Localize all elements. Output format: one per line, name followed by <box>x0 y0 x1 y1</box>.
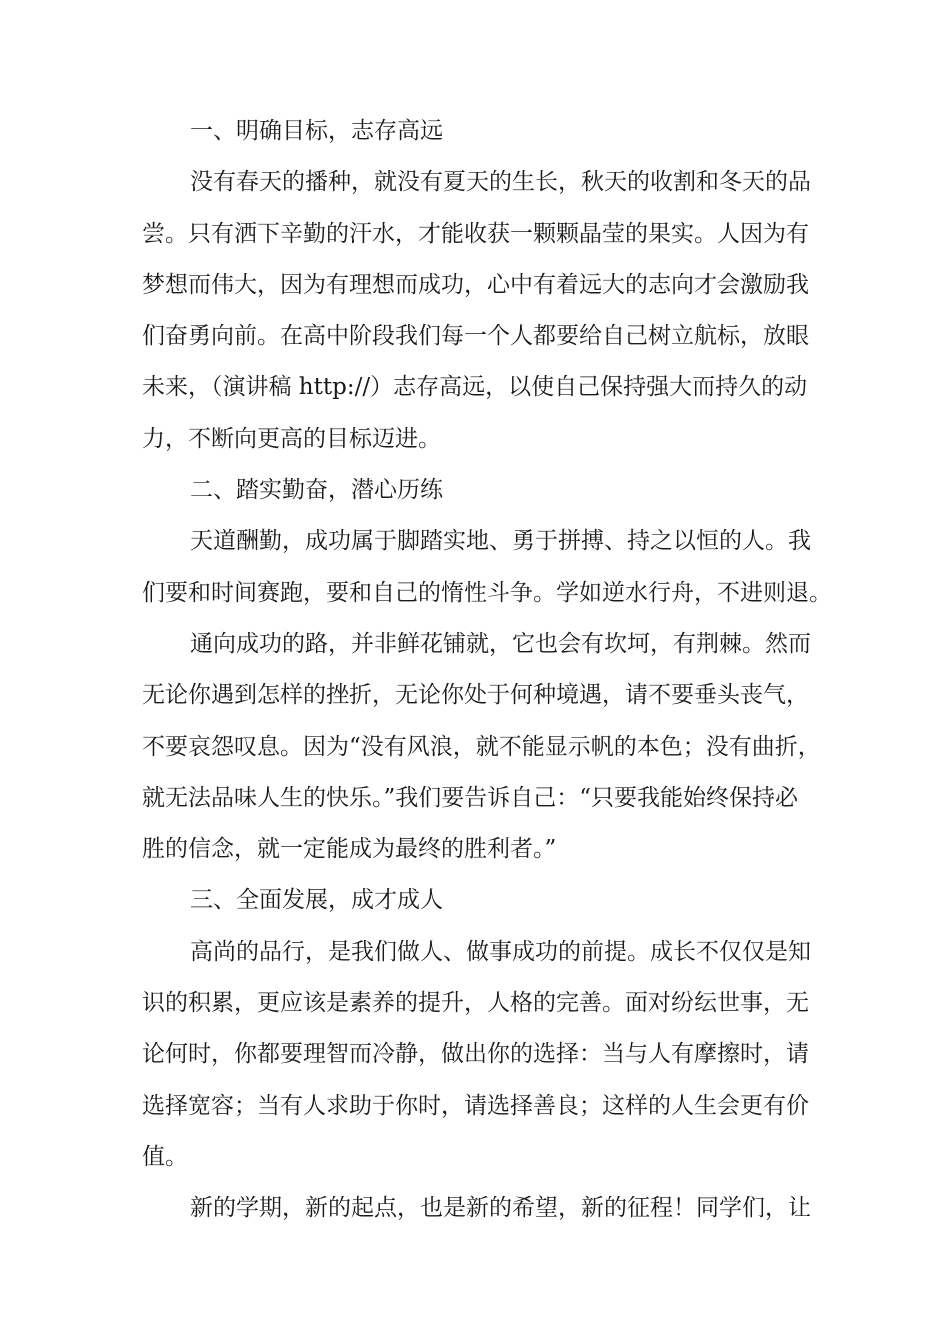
text-line: 未来，（演讲稿 http://）志存高远，以使自己保持强大而持久的动 <box>142 374 808 401</box>
paragraph-road-to-success <box>142 619 832 875</box>
text-line: 天道酬勤，成功属于脚踏实地、勇于拼搏、持之以恒的人。我 <box>190 528 811 555</box>
paragraph-character <box>142 927 832 1183</box>
text-line: 高尚的品行，是我们做人、做事成功的前提。成长不仅仅是知 <box>190 938 811 965</box>
text-line: 论何时，你都要理智而冷静，做出你的选择：当与人有摩擦时，请 <box>142 1041 809 1068</box>
text-line: 二、踏实勤奋，潜心历练 <box>190 477 443 504</box>
text-line: 不要哀怨叹息。因为“没有风浪，就不能显示帆的本色；没有曲折， <box>142 733 821 760</box>
text-line: 通向成功的路，并非鲜花铺就，它也会有坎坷，有荆棘。然而 <box>190 630 811 657</box>
text-line: 识的积累，更应该是素养的提升，人格的完善。面对纷纭世事，无 <box>142 990 809 1017</box>
text-line: 选择宽容；当有人求助于你时，请选择善良；这样的人生会更有价 <box>142 1092 809 1119</box>
text-line: 无论你遇到怎样的挫折，无论你处于何种境遇，请不要垂头丧气， <box>142 682 809 709</box>
text-line: 就无法品味人生的快乐。”我们要告诉自己：“只要我能始终保持必 <box>142 784 799 811</box>
text-line: 值。 <box>142 1143 188 1170</box>
text-line: 新的学期，新的起点，也是新的希望，新的征程！同学们，让 <box>190 1195 811 1222</box>
text-line: 梦想而伟大，因为有理想而成功，心中有着远大的志向才会激励我 <box>142 271 809 298</box>
text-line: 尝。只有洒下辛勤的汗水，才能收获一颗颗晶莹的果实。人因为有 <box>142 220 809 247</box>
document-body <box>142 106 832 1235</box>
section-heading-2 <box>142 465 832 516</box>
text-line: 力，不断向更高的目标迈进。 <box>142 425 441 452</box>
section-heading-1 <box>142 106 832 157</box>
text-line: 胜的信念，就一定能成为最终的胜利者。” <box>142 836 557 863</box>
paragraph-new-semester <box>142 1183 832 1234</box>
paragraph-diligence <box>142 516 832 619</box>
text-line: 没有春天的播种，就没有夏天的生长，秋天的收割和冬天的品 <box>190 169 811 196</box>
text-line: 一、明确目标，志存高远 <box>190 118 443 144</box>
paragraph-goals <box>142 157 832 465</box>
text-line: 们奋勇向前。在高中阶段我们每一个人都要给自己树立航标，放眼 <box>142 323 809 350</box>
section-heading-3 <box>142 875 832 926</box>
text-line: 们要和时间赛跑，要和自己的惰性斗争。学如逆水行舟，不进则退。 <box>142 579 832 606</box>
text-line: 三、全面发展，成才成人 <box>190 887 443 914</box>
